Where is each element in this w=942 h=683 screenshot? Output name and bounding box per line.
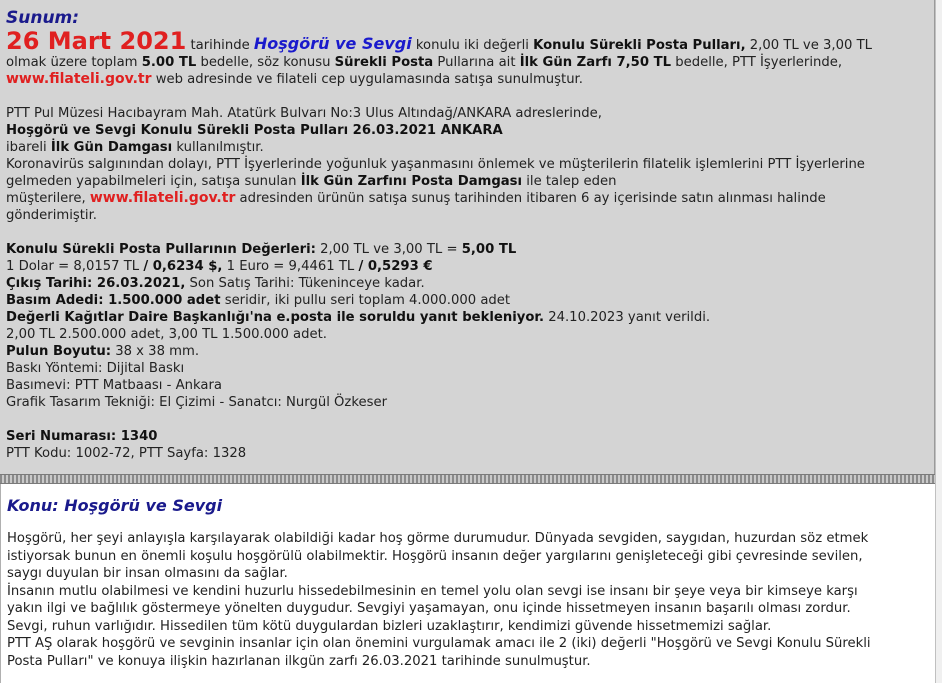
museum-line-4: Koronavirüs salgınından dolayı, PTT İşyerlerinde yoğunluk yaşanmasını önlemek ve müşterilerin filatelik işlemlerini PTT İşyerlerine [6, 157, 865, 172]
ptt-code: PTT Kodu: 1002-72, PTT Sayfa: 1328 [6, 446, 247, 461]
konu-line: PTT AŞ olarak hoşgörü ve sevginin insanlar için olan önemini vurgulamak amacı ile 2 (iki) değerli "Hoşgörü ve Sevgi Konulu Sürekli [7, 636, 871, 651]
printer: Basımevi: PTT Matbaası - Ankara [6, 378, 222, 393]
print-count: Basım Adedi: 1.500.000 adet seridir, iki pullu seri toplam 4.000.000 adet [6, 293, 511, 308]
stamp-size: Pulun Boyutu: 38 x 38 mm. [6, 344, 200, 359]
filateli-link-2[interactable]: www.filateli.gov.tr [89, 190, 236, 206]
intro-line-1: 26 Mart 2021 tarihinde Hoşgörü ve Sevgi konulu iki değerli Konulu Sürekli Posta Pulları, 2,00 TL ve 3,00 TL [6, 27, 873, 55]
exchange-rates: 1 Dolar = 8,0157 TL / 0,6234 $, 1 Euro = 9,4461 TL / 0,5293 € [6, 259, 433, 274]
intro-line-2: olmak üzere toplam 5.00 TL bedelle, söz konusu Sürekli Posta Pullarına ait İlk Gün Zarfı 7,50 TL bedelle, PTT İşyerlerinde, [6, 55, 843, 70]
release-dates: Çıkış Tarihi: 26.03.2021, Son Satış Tarihi: Tükeninceye kadar. [6, 276, 425, 291]
query-status: Değerli Kağıtlar Daire Başkanlığı'na e.posta ile soruldu yanıt bekleniyor. 24.10.2023 yanıt verildi. [6, 310, 711, 325]
konu-line: Sevgi, ruhun varlığıdır. Hissedilen tüm kötü duygulardan bizleri uzaklaştırır, kendimizi güvende hissetmemizi sağlar. [7, 618, 772, 634]
design-technique: Grafik Tasarım Tekniği: El Çizimi - Sanatcı: Nurgül Özkeser [6, 395, 388, 410]
museum-line-2: Hoşgörü ve Sevgi Konulu Sürekli Posta Pulları 26.03.2021 ANKARA [6, 123, 503, 138]
filateli-link[interactable]: www.filateli.gov.tr [6, 71, 152, 87]
konu-line: Hoşgörü, her şeyi anlayışla karşılayarak olabildiği kadar hoş görme durumudur. Dünyada sevgiden, saygıdan, huzurdan söz etmek [7, 531, 869, 546]
konu-line: saygı duyulan bir insan olmasını da sağlar. [7, 566, 288, 581]
konu-line: istiyorsak bunun en önemli koşulu hoşgörülü olabilmektir. Hoşgörü insanın değer yargılarını genişleteceği gibi çevresinde sevilen, [7, 548, 863, 564]
museum-line-3: ibareli İlk Gün Damgası kullanılmıştır. [6, 140, 264, 155]
museum-line-6: müşterilere, www.filateli.gov.tr adresinden ürünün satışa sunuş tarihinden itibaren 6 ay içerisinde satın alınması halinde [6, 190, 826, 206]
panel-splitter[interactable] [0, 474, 935, 484]
konu-paragraph [7, 530, 929, 670]
theme-title: Hoşgörü ve Sevgi [253, 34, 412, 53]
konu-panel [0, 484, 935, 683]
print-method: Baskı Yöntemi: Dijital Baskı [6, 361, 185, 376]
sunum-heading: Sunum: [6, 8, 80, 28]
konu-line: yakın ilgi ve bağlılık göstermeye yönelten duygudur. Sevgiyi yaşamayan, onu içinde hissetmeyen insanın başarılı olması zordur. [7, 601, 851, 616]
museum-line-5: gelmeden yapabilmeleri için, satışa sunulan İlk Gün Zarfını Posta Damgası ile talep eden [6, 174, 617, 189]
konu-heading: Konu: Hoşgörü ve Sevgi [7, 496, 223, 515]
konu-line: Posta Pulları" ve konuya ilişkin hazırlanan ilkgün zarfı 26.03.2021 tarihinde sunulmuştur. [7, 653, 591, 669]
stamp-values: Konulu Sürekli Posta Pullarının Değerleri: 2,00 TL ve 3,00 TL = 5,00 TL [6, 242, 517, 257]
series-number: Seri Numarası: 1340 [6, 429, 158, 444]
konu-line: İnsanın mutlu olabilmesi ve kendini huzurlu hissedebilmesinin en temel yolu olan sevgi ise insanı bir şeye veya bir kimseye karşı [7, 583, 858, 599]
right-scroll-gutter[interactable] [935, 0, 942, 683]
query-detail: 2,00 TL 2.500.000 adet, 3,00 TL 1.500.000 adet. [6, 327, 327, 342]
intro-line-3: www.filateli.gov.tr web adresinde ve filateli cep uygulamasında satışa sunulmuştur. [6, 71, 583, 87]
museum-line-1: PTT Pul Müzesi Hacıbayram Mah. Atatürk Bulvarı No:3 Ulus Altındağ/ANKARA adreslerinde, [6, 106, 602, 121]
release-date-headline: 26 Mart 2021 [6, 27, 187, 55]
museum-line-7: gönderimiştir. [6, 208, 97, 223]
